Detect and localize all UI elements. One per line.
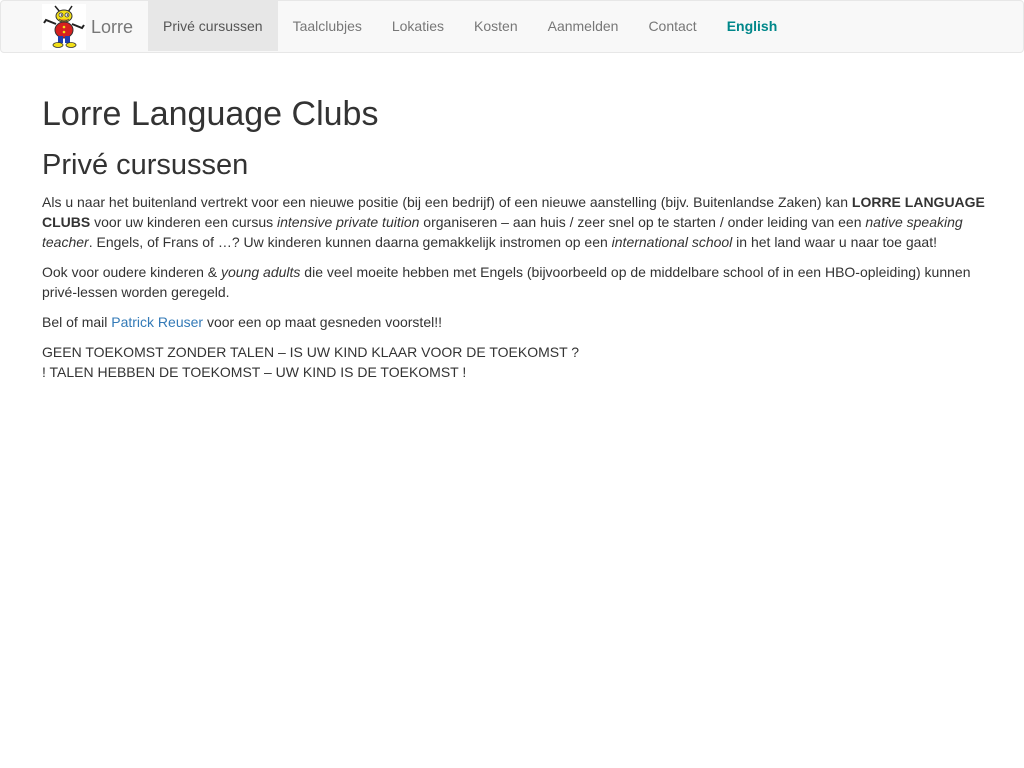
brand-name-bold: LORRE LANGUAGE CLUBS [42, 194, 985, 230]
nav-item-lokaties[interactable]: Lokaties [391, 18, 445, 34]
native-teacher-term: native speaking teacher [42, 214, 963, 250]
nav-item-taalclubjes[interactable]: Taalclubjes [292, 18, 362, 34]
section-heading: Privé cursussen [42, 149, 249, 181]
page-title: Lorre Language Clubs [42, 95, 379, 133]
lorre-mascot-logo [42, 4, 86, 50]
intro-paragraph [42, 192, 987, 252]
older-text-2: die veel moeite hebben met Engels (bijvoorbeeld op de middelbare school of in een HBO-opleiding) kunnen privé-lessen worden geregeld. [42, 264, 971, 300]
older-text-1: Ook voor oudere kinderen & [42, 264, 221, 280]
main-nav [148, 1, 792, 51]
slogan-line-1: GEEN TOEKOMST ZONDER TALEN – IS UW KIND KLAAR VOOR DE TOEKOMST ? [42, 344, 580, 360]
slogan-paragraph [42, 342, 987, 382]
intro-text-1: Als u naar het buitenland vertrekt voor een nieuwe positie (bij een bedrijf) of een nieuwe aanstelling (bijv. Buitenlandse Zaken) kan [42, 194, 852, 210]
nav-item-contact[interactable]: Contact [648, 18, 697, 34]
international-school-term: international school [611, 234, 733, 250]
contact-text-1: Bel of mail [42, 314, 112, 330]
nav-item-aanmelden[interactable]: Aanmelden [547, 18, 619, 34]
brand-link[interactable] [42, 4, 133, 50]
older-children-paragraph [42, 262, 987, 302]
young-adults-term: young adults [221, 264, 301, 280]
contact-paragraph [42, 312, 987, 332]
intro-text-5: in het land waar u naar toe gaat! [732, 234, 937, 250]
contact-person-link[interactable]: Patrick Reuser [111, 314, 204, 330]
language-switch-link[interactable]: English [726, 18, 778, 34]
intro-text-4: . Engels, of Frans of …? Uw kinderen kunnen daarna gemakkelijk instromen op een [88, 234, 612, 250]
navbar [0, 0, 1024, 53]
intro-text-2: voor uw kinderen een cursus [90, 214, 277, 230]
nav-item-prive-cursussen[interactable]: Privé cursussen [148, 1, 278, 51]
intro-text-3: organiseren – aan huis / zeer snel op te starten / onder leiding van een [419, 214, 866, 230]
slogan-line-2: ! TALEN HEBBEN DE TOEKOMST – UW KIND IS DE TOEKOMST ! [42, 364, 467, 380]
intensive-tuition-term: intensive private tuition [277, 214, 420, 230]
contact-text-2: voor een op maat gesneden voorstel!! [203, 314, 442, 330]
main-content [42, 92, 987, 382]
nav-item-kosten[interactable]: Kosten [474, 18, 518, 34]
brand-name: Lorre [91, 16, 134, 37]
